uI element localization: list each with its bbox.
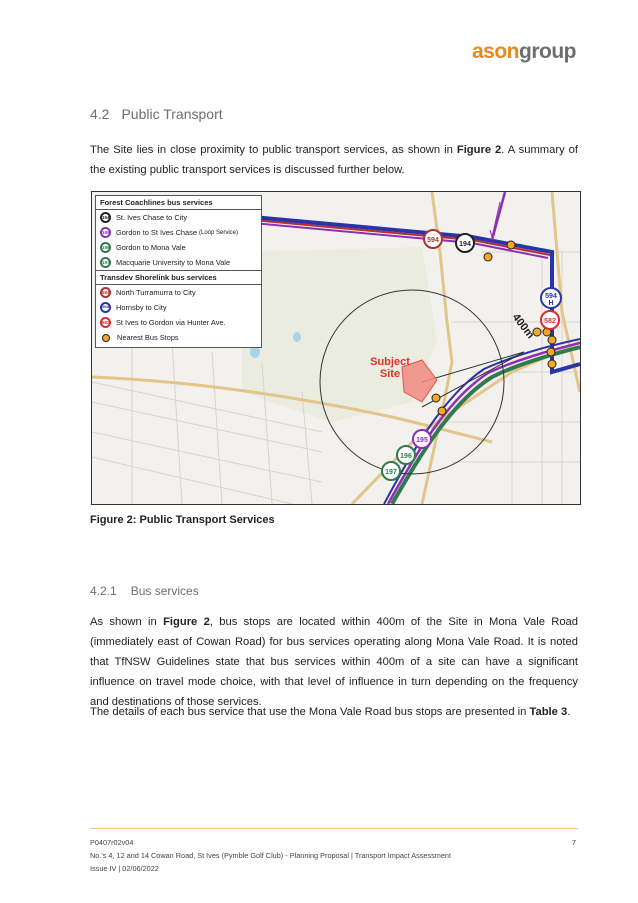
legend-note: (Loop Service): [199, 229, 239, 236]
figure-caption: Figure 2: Public Transport Services: [90, 514, 275, 526]
footer-doc-id: P0407r02v04: [90, 838, 134, 847]
legend-row-594h: [96, 300, 261, 315]
para-text: The details of each bus service that use the Mona Vale Road bus stops are presented in: [90, 706, 530, 718]
legend-label: Gordon to St Ives Chase: [116, 228, 197, 237]
legend-label: St Ives to Gordon via Hunter Ave.: [116, 318, 226, 327]
table-reference: Table 3: [529, 706, 568, 718]
bus-stop-icon: [102, 334, 110, 342]
map-badge-594: 594: [427, 237, 439, 244]
legend-label: Hornsby to City: [116, 303, 167, 312]
route-196-badge: 196: [100, 242, 111, 253]
figure-reference: Figure 2: [163, 616, 210, 628]
route-194-badge: 194: [100, 212, 111, 223]
public-transport-map: [91, 191, 581, 505]
para-text-end: , bus stops are located within 400m of the Site in Mona Vale Road (immediately east of Cowan Road) for bus services operating along Mona Vale Road. It is noted that TfNSW Guidelines state that bus services within 400m of a site can have a significant influence on travel mode choice, with that level of influence in turn depending on the frequency and destinations of those services.: [90, 616, 578, 708]
legend-row-196: [96, 240, 261, 255]
legend-label: North Turramurra to City: [116, 288, 196, 297]
figure-reference: Figure 2: [456, 144, 502, 156]
map-badge-594h: 594: [545, 293, 557, 300]
subsection-title: Bus services: [130, 584, 199, 598]
legend-label: Gordon to Mona Vale: [116, 243, 186, 252]
section-title: Public Transport: [121, 106, 223, 122]
map-badge-582: 582: [544, 318, 556, 325]
subject-site-label: Subject Site: [370, 356, 410, 380]
logo-text-group: group: [519, 40, 576, 63]
logo-text-ason: ason: [472, 40, 520, 63]
legend-group1-title: Forest Coachlines bus services: [96, 196, 261, 210]
section-number: 4.2: [90, 106, 110, 122]
para-text-end: .: [567, 706, 571, 718]
route-594h-badge: 594H: [100, 302, 111, 313]
radius-label: 400m: [509, 311, 537, 342]
para-text: As shown in: [90, 616, 164, 628]
legend-row-197: [96, 255, 261, 270]
legend-row-stops: [96, 330, 261, 347]
map-badge-196: 196: [400, 453, 412, 460]
subsection-heading: [90, 584, 199, 598]
legend-label: Macquarie University to Mona Vale: [116, 258, 231, 267]
map-badge-594h-sub: H: [548, 300, 554, 307]
intro-text-end: . A summary of the existing public transport services is discussed further below.: [90, 144, 579, 176]
legend-row-195: [96, 225, 261, 240]
page-number: 7: [571, 838, 576, 847]
route-594-badge: 594: [100, 287, 111, 298]
footer-divider: [90, 828, 578, 829]
intro-text: The Site lies in close proximity to public transport services, as shown in: [90, 144, 457, 156]
intro-paragraph: [90, 140, 578, 180]
route-195-badge: 195: [100, 227, 111, 238]
subsection-number: 4.2.1: [90, 584, 117, 598]
legend-label: Nearest Bus Stops: [117, 333, 179, 342]
route-197-badge: 197: [100, 257, 111, 268]
route-582-badge: 582: [100, 317, 111, 328]
asongroup-logo: [472, 40, 576, 64]
legend-row-594: [96, 285, 261, 300]
legend-row-582: [96, 315, 261, 330]
map-badge-197: 197: [385, 469, 397, 476]
footer-issue: Issue IV | 02/06/2022: [90, 864, 159, 873]
legend-group2-title: Transdev Shorelink bus services: [96, 270, 261, 285]
map-legend: [95, 195, 262, 348]
footer-project: No.'s 4, 12 and 14 Cowan Road, St Ives (Pymble Golf Club) - Planning Proposal | Transport Impact Assessment: [90, 851, 452, 860]
section-heading: [90, 106, 223, 122]
table-reference-paragraph: [90, 702, 578, 722]
bus-services-paragraph: [90, 612, 578, 712]
map-badge-194: 194: [459, 241, 471, 248]
legend-label: St. Ives Chase to City: [116, 213, 188, 222]
map-badge-195: 195: [416, 437, 428, 444]
legend-row-194: [96, 210, 261, 225]
